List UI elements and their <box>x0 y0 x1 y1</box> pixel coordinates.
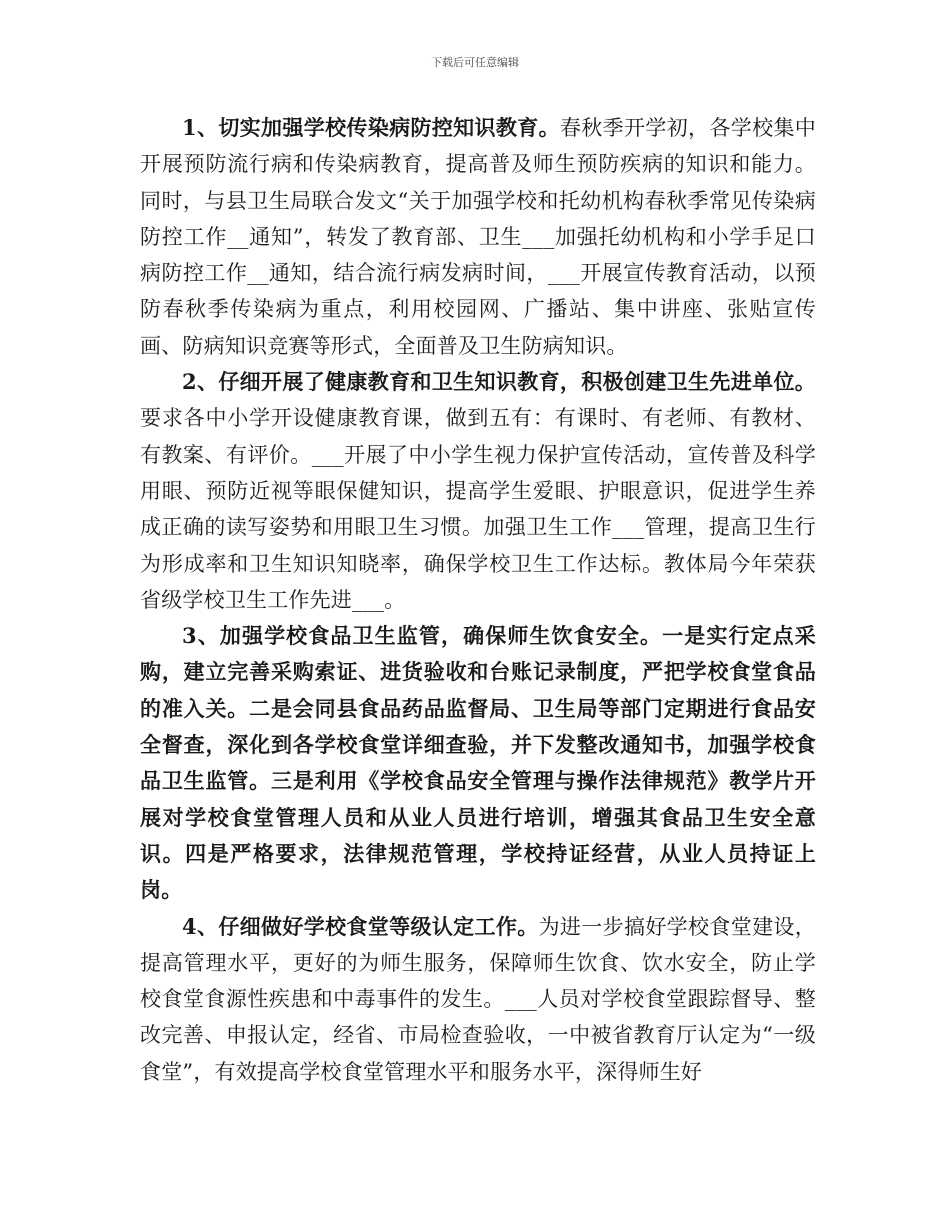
page-header: 下载后可任意编辑 <box>431 56 519 69</box>
paragraph-4 <box>140 909 816 1090</box>
paragraph-2-lead: 2、仔细开展了健康教育和卫生知识教育，积极创建卫生先进单位。 <box>182 369 816 395</box>
paragraph-4-lead: 4、仔细做好学校食堂等级认定工作。 <box>182 913 539 939</box>
paragraph-2 <box>140 364 816 618</box>
paragraph-1-text: 春秋季开学初，各学校集中开展预防流行病和传染病教育，提高普及师生预防疾病的知识和能力。同时，与县卫生局联合发文“关于加强学校和托幼机构春秋季常见传染病防控工作__通知”，转发了教育部、卫生___加强托幼机构和小学手足口病防控工作__通知，结合流行病发病时间，___开展宣传教育活动，以预防春秋季传染病为重点，利用校园网、广播站、集中讲座、张贴宣传画、防病知识竞赛等形式，全面普及卫生防病知识。 <box>140 116 816 358</box>
paragraph-3-lead: 3、加强学校食品卫生监管，确保师生饮食安全。一是实行定点采购，建立完善采购索证、进货验收和台账记录制度，严把学校食堂食品的准入关。二是会同县食品药品监督局、卫生局等部门定期进行食品安全督查，深化到各学校食堂详细查验，并下发整改通知书，加强学校食品卫生监管。三是利用《学校食品安全管理与操作法律规范》教学片开展对学校食堂管理人员和从业人员进行培训，增强其食品卫生安全意识。四是严格要求，法律规范管理，学校持证经营，从业人员持证上岗。 <box>140 623 816 903</box>
paragraph-4-text: 为进一步搞好学校食堂建设，提高管理水平，更好的为师生服务，保障师生饮食、饮水安全，防止学校食堂食源性疾患和中毒事件的发生。___人员对学校食堂跟踪督导、整改完善、申报认定，经省、市局检查验收，一中被省教育厅认定为“一级食堂”，有效提高学校食堂管理水平和服务水平，深得师生好 <box>140 914 816 1084</box>
paragraph-1-lead: 1、切实加强学校传染病防控知识教育。 <box>182 115 560 140</box>
document-body <box>140 110 816 1090</box>
paragraph-1 <box>140 110 816 364</box>
paragraph-3 <box>140 618 816 908</box>
paragraph-2-text: 要求各中小学开设健康教育课，做到五有：有课时、有老师、有教材、有教案、有评价。___开展了中小学生视力保护宣传活动，宣传普及科学用眼、预防近视等眼保健知识，提高学生爱眼、护眼意识，促进学生养成正确的读写姿势和用眼卫生习惯。加强卫生工作___管理，提高卫生行为形成率和卫生知识知晓率，确保学校卫生工作达标。教体局今年荣获省级学校卫生工作先进___。 <box>140 406 816 612</box>
